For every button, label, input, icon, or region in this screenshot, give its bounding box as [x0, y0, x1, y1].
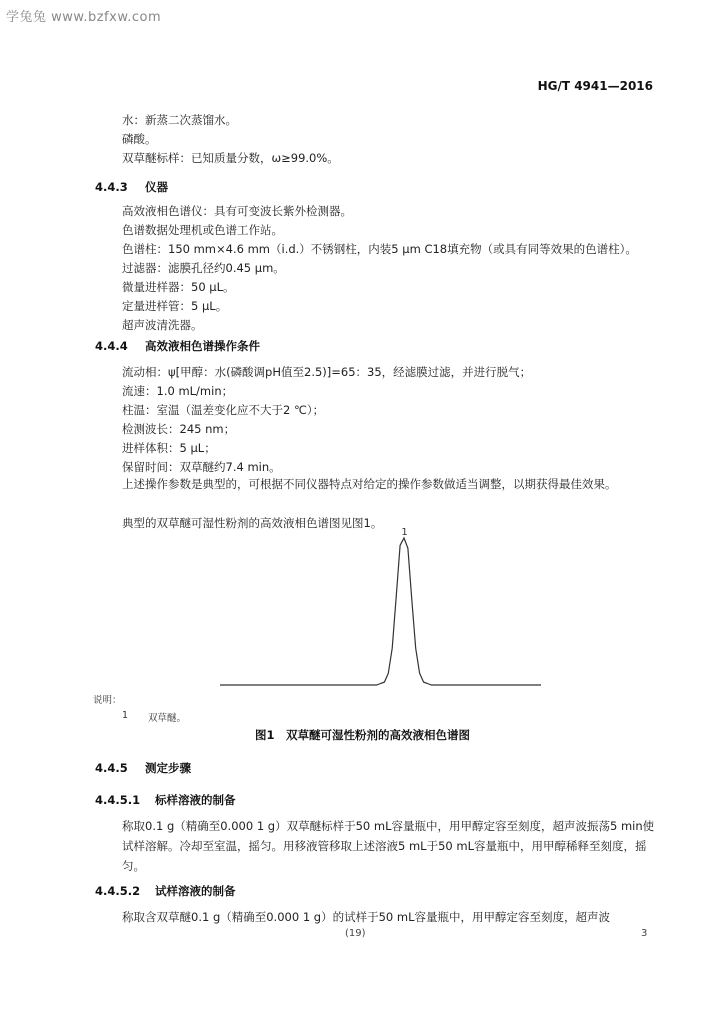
- sample-solution-text: 称取含双草醚0.1 g（精确至0.000 1 g）的试样于50 mL容量瓶中，用甲醇定容至刻度，超声波: [122, 910, 610, 924]
- figure-caption: 图1 双草醚可湿性粉剂的高效液相色谱图: [255, 728, 470, 742]
- section-heading-procedure: [95, 760, 191, 776]
- section-title: 标样溶液的制备: [155, 793, 236, 807]
- condition-mobile-phase: 流动相：ψ[甲醇：水(磷酸调pH值至2.5)]=65：35，经滤膜过滤，并进行脱气；: [122, 365, 532, 379]
- reagent-water: 水：新蒸二次蒸馏水。: [122, 113, 237, 127]
- section-heading-sample-solution: [95, 883, 236, 899]
- legend-item-label: 双草醚。: [148, 713, 187, 724]
- reagent-phosphoric-acid: 磷酸。: [122, 132, 157, 146]
- instrument-loop: 定量进样管：5 μL。: [122, 299, 228, 313]
- instrument-data-system: 色谱数据处理机或色谱工作站。: [122, 223, 283, 237]
- figure-intro: 典型的双草醚可湿性粉剂的高效液相色谱图见图1。: [122, 516, 383, 530]
- condition-wavelength: 检测波长：245 nm；: [122, 422, 236, 436]
- footer-page-code: (19): [345, 928, 366, 939]
- standard-solution-text: 称取0.1 g（精确至0.000 1 g）双草醚标样于50 mL容量瓶中，用甲醇定容至刻度，超声波振荡5 min使试样溶解。冷却至室温，摇匀。用移液管移取上述溶液5 mL于50 mL容量瓶中，用甲醇稀释至刻度，摇匀。: [122, 819, 655, 873]
- section-number: 4.4.5.1: [95, 793, 141, 807]
- page-number: 3: [641, 928, 648, 939]
- section-title: 仪器: [145, 180, 168, 194]
- section-number: 4.4.5: [95, 761, 128, 775]
- section-heading-conditions: [95, 338, 260, 354]
- instrument-ultrasonic: 超声波清洗器。: [122, 318, 203, 332]
- section-heading-standard-solution: [95, 792, 236, 808]
- condition-column-temp: 柱温：室温（温差变化应不大于2 ℃）；: [122, 403, 325, 417]
- section-title: 测定步骤: [145, 761, 191, 775]
- standard-number: HG/T 4941—2016: [537, 79, 653, 93]
- reagent-standard: 双草醚标样：已知质量分数，ω≥99.0%。: [122, 151, 339, 165]
- instrument-hplc: 高效液相色谱仪：具有可变波长紫外检测器。: [122, 204, 352, 218]
- section-number: 4.4.5.2: [95, 884, 141, 898]
- legend-item-number: 1: [122, 710, 129, 721]
- condition-retention-time: 保留时间：双草醚约7.4 min。: [122, 460, 281, 474]
- instrument-syringe: 微量进样器：50 μL。: [122, 280, 235, 294]
- section-title: 高效液相色谱操作条件: [145, 339, 260, 353]
- legend-title: 说明：: [93, 695, 122, 706]
- conditions-note: 上述操作参数是典型的，可根据不同仪器特点对给定的操作参数做适当调整，以期获得最佳效果。: [122, 477, 617, 491]
- instrument-filter: 过滤器：滤膜孔径约0.45 μm。: [122, 261, 285, 275]
- section-number: 4.4.4: [95, 339, 128, 353]
- watermark: 学兔兔 www.bzfxw.com: [6, 10, 162, 25]
- section-heading-instruments: [95, 179, 168, 195]
- condition-flow-rate: 流速：1.0 mL/min；: [122, 384, 234, 398]
- peak-label: 1: [401, 527, 408, 538]
- instrument-column: 色谱柱：150 mm×4.6 mm（i.d.）不锈钢柱，内装5 μm C18填充物（或具有同等效果的色谱柱）。: [122, 242, 637, 256]
- section-title: 试样溶液的制备: [155, 884, 236, 898]
- chromatogram-trace: [220, 538, 541, 685]
- condition-injection-volume: 进样体积：5 μL；: [122, 441, 216, 455]
- section-number: 4.4.3: [95, 180, 128, 194]
